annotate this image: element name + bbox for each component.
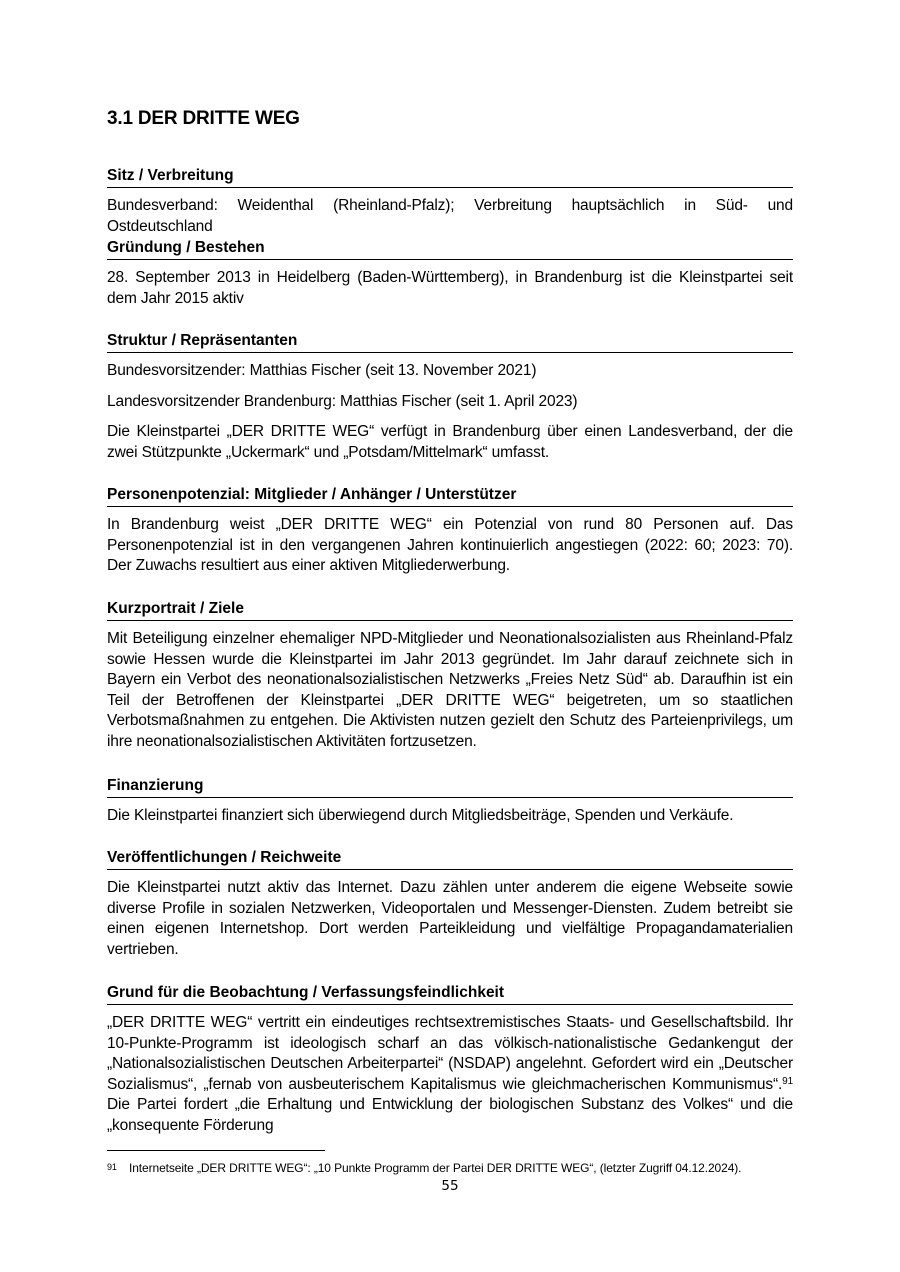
section-paragraph: In Brandenburg weist „DER DRITTE WEG“ ein Potenzial von rund 80 Personen auf. Das Personenpotenzial ist in den vergangenen Jahren kontinuierlich angestiegen (2022: 60; 2023: 70). Der Zuwachs resultiert aus einer aktiven Mitgliederwerbung.	[107, 516, 793, 575]
section-kurzportrait-ziele	[107, 599, 793, 753]
section-heading: Struktur / Repräsentanten	[107, 331, 793, 353]
section-grund-beobachtung	[107, 983, 793, 1137]
section-sitz-verbreitung	[107, 166, 793, 237]
section-struktur-repraesentanten	[107, 331, 793, 463]
document-page	[107, 0, 793, 1272]
footnote-reference[interactable]: 91	[782, 1075, 793, 1087]
footnote-divider	[107, 1150, 325, 1151]
page-title: 3.1 DER DRITTE WEG	[107, 108, 300, 129]
paragraph-text: „DER DRITTE WEG“ vertritt ein eindeutiges rechtsextremistisches Staats- und Gesellschaftsbild. Ihr 10-Punkte-Programm ist ideologisch scharf an das völkisch-nationalistische Gedankengut der „Nationalsozialistischen Deutschen Arbeiterpartei“ (NSDAP) angelehnt. Gefordert wird ein „Deutscher Sozialismus“, „fernab von ausbeuterischem Kapitalismus wie gleichmacherischen Kommunismus“.	[107, 1014, 793, 1093]
section-paragraph	[107, 1013, 793, 1137]
section-paragraph: Die Kleinstpartei finanziert sich überwiegend durch Mitgliedsbeiträge, Spenden und Verkäufe.	[107, 807, 734, 824]
section-heading: Kurzportrait / Ziele	[107, 599, 793, 621]
section-paragraph: Landesvorsitzender Brandenburg: Matthias Fischer (seit 1. April 2023)	[107, 392, 578, 410]
section-heading: Gründung / Bestehen	[107, 238, 793, 260]
section-paragraph: Die Kleinstpartei nutzt aktiv das Internet. Dazu zählen unter anderem die eigene Webseite sowie diverse Profile in sozialen Netzwerken, Videoportalen und Messenger-Diensten. Zudem betreibt sie einen eigenen Internetshop. Dort werden Parteikleidung und vielfältige Propagandamaterialien vertrieben.	[107, 879, 793, 958]
footnote	[107, 1160, 793, 1176]
paragraph-continuation: Die Partei fordert „die Erhaltung und Entwicklung der biologischen Substanz des Volkes“ und die „konsequente Förderung	[107, 1096, 793, 1134]
section-heading: Sitz / Verbreitung	[107, 166, 793, 188]
section-personenpotenzial	[107, 485, 793, 577]
section-paragraph: 28. September 2013 in Heidelberg (Baden-Württemberg), in Brandenburg ist die Kleinstpartei seit dem Jahr 2015 aktiv	[107, 269, 793, 307]
section-heading: Finanzierung	[107, 776, 793, 798]
section-heading: Veröffentlichungen / Reichweite	[107, 848, 793, 870]
footnote-number: 91	[107, 1162, 117, 1172]
section-paragraph: Mit Beteiligung einzelner ehemaliger NPD-Mitglieder und Neonationalsozialisten aus Rheinland-Pfalz sowie Hessen wurde die Kleinstpartei im Jahr 2013 gegründet. Im Jahr darauf zeichnete sich in Bayern ein Verbot des neonationalsozialistischen Netzwerks „Freies Netz Süd“ ab. Daraufhin ist ein Teil der Betroffenen der Kleinstpartei „DER DRITTE WEG“ beigetreten, um so staatlichen Verbotsmaßnahmen zu entgehen. Die Aktivisten nutzen gezielt den Schutz des Parteienprivilegs, um ihre neonationalsozialistischen Aktivitäten fortzusetzen.	[107, 630, 793, 750]
section-heading: Grund für die Beobachtung / Verfassungsfeindlichkeit	[107, 983, 793, 1005]
section-paragraph: Bundesvorsitzender: Matthias Fischer (seit 13. November 2021)	[107, 362, 537, 379]
section-veroeffentlichungen-reichweite	[107, 848, 793, 960]
section-paragraph: Bundesverband: Weidenthal (Rheinland-Pfalz); Verbreitung hauptsächlich in Süd- und Ostdeutschland	[107, 197, 793, 235]
section-heading: Personenpotenzial: Mitglieder / Anhänger / Unterstützer	[107, 485, 793, 507]
section-finanzierung	[107, 776, 793, 827]
page-number: 55	[441, 1178, 459, 1194]
footnote-text: Internetseite „DER DRITTE WEG“: „10 Punkte Programm der Partei DER DRITTE WEG“, (letzter Zugriff 04.12.2024).	[129, 1161, 742, 1175]
section-paragraph: Die Kleinstpartei „DER DRITTE WEG“ verfügt in Brandenburg über einen Landesverband, der die zwei Stützpunkte „Uckermark“ und „Potsdam/Mittelmark“ umfasst.	[107, 423, 793, 461]
section-gruendung-bestehen	[107, 238, 793, 309]
